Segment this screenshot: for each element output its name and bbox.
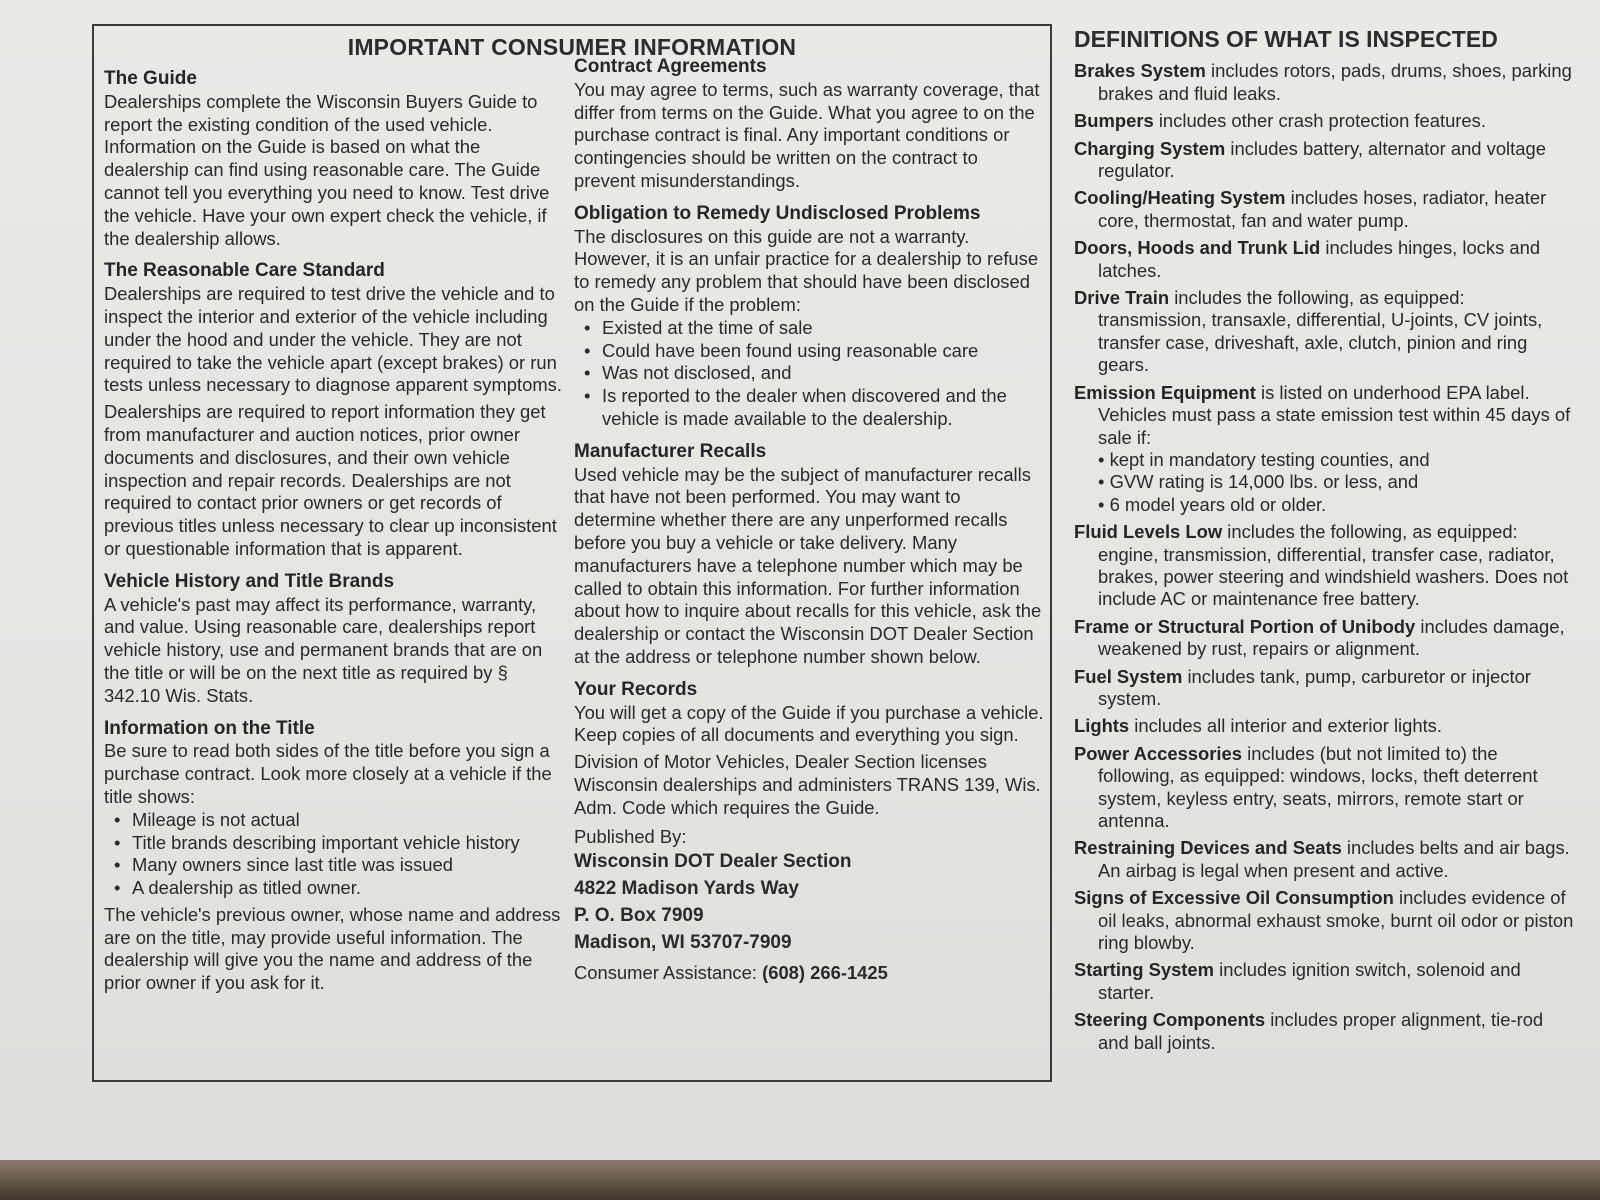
section-paragraph: Be sure to read both sides of the title before you sign a purchase contract. Look more closely at a vehicle if the title shows: (104, 740, 552, 807)
section-paragraph: Division of Motor Vehicles, Dealer Section licenses Wisconsin dealerships and administers TRANS 139, Wis. Adm. Code which requires the Guide. (574, 751, 1041, 818)
definitions-title: DEFINITIONS OF WHAT IS INSPECTED (1074, 26, 1498, 52)
definition-text: includes hoses, radiator, heater core, thermostat, fan and water pump. (1098, 187, 1547, 231)
bullet-item: • Mileage is not actual (104, 809, 564, 832)
section-paragraph: The vehicle's previous owner, whose name and address are on the title, may provide useful information. The dealership will give you the name and address of the prior owner if you ask for it. (104, 903, 561, 994)
assistance-label: Consumer Assistance: (574, 962, 757, 984)
definition-term: Emission Equipment (1074, 381, 1256, 403)
section-your-records (574, 679, 1044, 985)
bullet-item: • A dealership as titled owner. (104, 877, 564, 900)
definition-term: Charging System (1074, 137, 1226, 159)
consumer-info-title: IMPORTANT CONSUMER INFORMATION (347, 34, 797, 60)
definition-bullet: • kept in mandatory testing counties, and (1098, 448, 1430, 470)
section-manufacturer-recalls (574, 441, 1044, 669)
section-heading: The Reasonable Care Standard (104, 260, 385, 282)
definition-item (1074, 521, 1574, 611)
section-paragraph: You will get a copy of the Guide if you purchase a vehicle. Keep copies of all documents and everything you sign. (574, 701, 1044, 746)
bullet-item: • Title brands describing important vehicle history (104, 832, 564, 855)
definition-item (1074, 382, 1574, 516)
definition-text: includes the following, as equipped: engine, transmission, differential, transfer case, radiator, brakes, power steering and windshield washers. Does not include AC or maintenance free battery. (1098, 521, 1569, 610)
definition-text: includes damage, weakened by rust, repairs or alignment. (1098, 615, 1565, 660)
definition-text: includes rotors, pads, drums, shoes, parking brakes and fluid leaks. (1098, 60, 1572, 104)
address-line: Madison, WI 53707-7909 (574, 932, 792, 954)
definition-item (1074, 110, 1574, 132)
section-paragraph: A vehicle's past may affect its performance, warranty, and value. Using reasonable care, dealerships report vehicle history, use and permanent brands that are on the title or will be on the next title as required by § 342.10 Wis. Stats. (104, 593, 543, 706)
bullet-item: • Existed at the time of sale (574, 317, 1044, 340)
section-heading: The Guide (104, 68, 197, 89)
table-surface (0, 1160, 1600, 1200)
definition-bullet: • GVW rating is 14,000 lbs. or less, and (1098, 471, 1419, 493)
definition-text: includes (but not limited to) the following, as equipped: windows, locks, theft deterrent system, keyless entry, seats, mirrors, remote start or antenna. (1098, 742, 1538, 831)
address-line: Wisconsin DOT Dealer Section (574, 851, 852, 873)
definition-text: includes all interior and exterior lights. (1134, 715, 1442, 737)
section-heading: Your Records (574, 678, 698, 700)
bullet-item: • Many owners since last title was issued (104, 854, 564, 877)
definition-text: is listed on underhood EPA label. Vehicles must pass a state emission test within 45 days of sale if: (1098, 381, 1571, 448)
definition-text: includes ignition switch, solenoid and starter. (1098, 959, 1521, 1003)
address-line: 4822 Madison Yards Way (574, 878, 799, 900)
definition-bullet: • 6 model years old or older. (1098, 493, 1327, 515)
definition-text: includes battery, alternator and voltage regulator. (1098, 137, 1546, 182)
section-heading: Contract Agreements (574, 56, 767, 77)
definitions-column (1074, 28, 1574, 1059)
section-paragraph: Dealerships are required to test drive the vehicle and to inspect the interior and exterior of the vehicle including under the hood and under the vehicle. They are not required to take the vehicle apart (except brakes) or run tests unless necessary to diagnose apparent symptoms. (104, 283, 562, 396)
definition-term: Lights (1074, 715, 1130, 737)
section-reasonable-care (104, 260, 564, 560)
definition-term: Power Accessories (1074, 742, 1242, 764)
definition-term: Drive Train (1074, 287, 1170, 309)
definition-item (1074, 237, 1574, 282)
section-heading: Vehicle History and Title Brands (104, 570, 395, 592)
section-title-info (104, 718, 564, 996)
definition-term: Restraining Devices and Seats (1074, 837, 1342, 859)
definition-item (1074, 887, 1574, 954)
definition-term: Bumpers (1074, 110, 1154, 132)
definition-item (1074, 715, 1574, 737)
definition-term: Brakes System (1074, 60, 1206, 82)
consumer-information-box (92, 24, 1052, 1082)
definition-item (1074, 138, 1574, 183)
definition-text: includes other crash protection features. (1158, 110, 1486, 132)
definition-item (1074, 743, 1574, 833)
section-heading: Manufacturer Recalls (574, 440, 767, 462)
definition-text: includes evidence of oil leaks, abnormal exhaust smoke, burnt oil odor or piston ring blowby. (1098, 887, 1574, 954)
section-heading: Obligation to Remedy Undisclosed Problems (574, 202, 981, 224)
definition-item (1074, 837, 1574, 882)
definition-text: includes tank, pump, carburetor or injector system. (1098, 665, 1531, 709)
bullet-item: • Could have been found using reasonable care (574, 340, 1044, 363)
definitions-list (1074, 60, 1574, 1054)
definition-text: includes belts and air bags. An airbag is legal when present and active. (1098, 837, 1570, 881)
definition-term: Fuel System (1074, 665, 1183, 687)
definition-item (1074, 187, 1574, 232)
section-paragraph: Dealerships complete the Wisconsin Buyers Guide to report the existing condition of the used vehicle. Information on the Guide is based on what the dealership can find using reasonable care. The Guide cannot tell you everything you need to know. Test drive the vehicle. Have your own expert check the vehicle, if the dealership allows. (104, 90, 550, 249)
section-obligation-to-remedy (574, 203, 1044, 431)
section-the-guide (104, 68, 564, 250)
definition-text: includes hinges, locks and latches. (1098, 237, 1541, 281)
section-contract-agreements (574, 56, 1044, 193)
definition-term: Signs of Excessive Oil Consumption (1074, 887, 1394, 909)
section-heading: Information on the Title (104, 717, 315, 739)
assistance-phone: (608) 266-1425 (762, 962, 888, 984)
definition-item (1074, 60, 1574, 105)
section-paragraph: You may agree to terms, such as warranty coverage, that differ from terms on the Guide. What you agree to on the purchase contract is final. Any important conditions or contingencies should be written on the contract to prevent misunderstandings. (574, 78, 1040, 191)
definition-term: Starting System (1074, 959, 1215, 981)
left-column (104, 68, 564, 1005)
definition-text: includes proper alignment, tie-rod and ball joints. (1098, 1009, 1544, 1053)
definition-term: Fluid Levels Low (1074, 521, 1223, 543)
section-vehicle-history (104, 571, 564, 708)
definition-text: includes the following, as equipped: transmission, transaxle, differential, U-joints, CV joints, transfer case, driveshaft, axle, clutch, pinion and ring gears. (1098, 287, 1543, 376)
definition-item (1074, 287, 1574, 377)
definition-item (1074, 1009, 1574, 1054)
consumer-assistance (574, 962, 1044, 985)
definition-term: Steering Components (1074, 1009, 1266, 1031)
middle-column (574, 56, 1044, 995)
definition-item (1074, 959, 1574, 1004)
address-line: P. O. Box 7909 (574, 905, 704, 927)
section-paragraph: Used vehicle may be the subject of manufacturer recalls that have not been performed. You may want to determine whether there are any unperformed recalls before you buy a vehicle or take delivery. Many manufacturers have a telephone number which may be called to obtain this information. For further information about how to inquire about recalls for this vehicle, ask the dealership or contact the Wisconsin DOT Dealer Section at the address or telephone number shown below. (574, 463, 1042, 667)
section-paragraph: The disclosures on this guide are not a warranty. However, it is an unfair practice for a dealership to refuse to remedy any problem that should have been disclosed on the Guide if the problem: (574, 225, 1039, 315)
definition-term: Frame or Structural Portion of Unibody (1074, 615, 1416, 637)
bullet-item: • Is reported to the dealer when discovered and the vehicle is made available to the dealership. (574, 385, 1044, 431)
definition-item (1074, 616, 1574, 661)
definition-term: Cooling/Heating System (1074, 187, 1286, 209)
bullet-item: • Was not disclosed, and (574, 362, 1044, 385)
published-by-label: Published By: (574, 825, 687, 847)
definition-term: Doors, Hoods and Trunk Lid (1074, 237, 1321, 259)
definition-item (1074, 666, 1574, 711)
section-paragraph: Dealerships are required to report information they get from manufacturer and auction notices, prior owner documents and disclosures, and their own vehicle inspection and repair records. Dealerships are not required to contact prior owners or get records of previous titles unless necessary to clear up inconsistent or questionable information that is apparent. (104, 401, 557, 559)
